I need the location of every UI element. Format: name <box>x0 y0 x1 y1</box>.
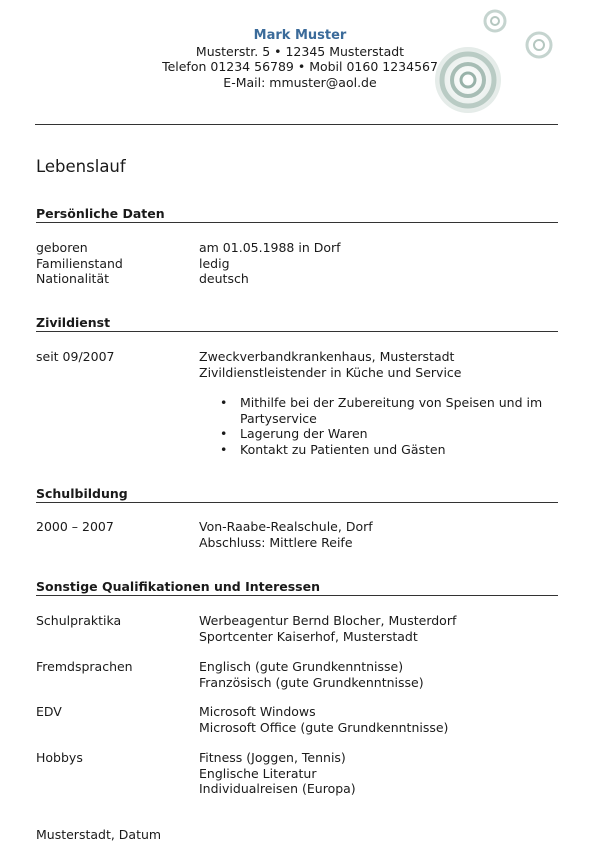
entry-line: Englische Literatur <box>199 765 317 781</box>
entry-line: Individualreisen (Europa) <box>199 781 356 796</box>
section-personal <box>36 206 558 223</box>
page-title: Lebenslauf <box>36 157 126 176</box>
entry-employer: Zweckverbandkrankenhaus, Musterstadt <box>199 349 455 364</box>
entry-details <box>199 613 559 644</box>
row-label: Nationalität <box>36 271 110 286</box>
section-heading: Persönliche Daten <box>36 206 558 223</box>
letterhead <box>0 28 600 90</box>
entry-details <box>199 519 559 550</box>
entry-line: Englisch (gute Grundkenntnisse) <box>199 659 404 674</box>
row-value: am 01.05.1988 in Dorf <box>199 240 341 255</box>
section-other <box>36 579 558 596</box>
entry-label: Fremdsprachen <box>36 659 133 674</box>
entry-line: Französisch (gute Grundkenntnisse) <box>199 674 424 690</box>
section-heading: Schulbildung <box>36 486 558 503</box>
phone-line: Telefon 01234 56789 • Mobil 0160 1234567 <box>162 59 438 74</box>
header-divider <box>35 124 558 125</box>
applicant-name: Mark Muster <box>253 28 347 43</box>
row-label: Familienstand <box>36 255 123 271</box>
entry-line: Microsoft Windows <box>199 704 316 719</box>
section-heading: Sonstige Qualifikationen und Interessen <box>36 579 558 596</box>
task-list <box>216 395 558 457</box>
entry-period: seit 09/2007 <box>36 349 115 364</box>
entry-line: Microsoft Office (gute Grundkenntnisse) <box>199 719 449 735</box>
entry-details <box>199 659 559 690</box>
entry-line: Fitness (Joggen, Tennis) <box>199 750 346 765</box>
address-line: Musterstr. 5 • 12345 Musterstadt <box>195 43 405 59</box>
entry-line: Sportcenter Kaiserhof, Musterstadt <box>199 628 418 644</box>
entry-details <box>199 750 559 797</box>
section-school <box>36 486 558 503</box>
section-civil-service <box>36 315 558 332</box>
entry-period: 2000 – 2007 <box>36 519 114 534</box>
row-value: deutsch <box>199 271 249 286</box>
entry-label: EDV <box>36 704 62 719</box>
school-degree: Abschluss: Mittlere Reife <box>199 534 353 550</box>
entry-line: Werbeagentur Bernd Blocher, Musterdorf <box>199 613 457 628</box>
section-heading: Zivildienst <box>36 315 558 332</box>
list-item: • Lagerung der Waren <box>216 426 558 442</box>
entry-details <box>199 349 559 380</box>
entry-label: Hobbys <box>36 750 83 765</box>
place-date-line: Musterstadt, Datum <box>36 827 162 842</box>
entry-role: Zivildienstleistender in Küche und Service <box>199 364 462 380</box>
email-line: E-Mail: mmuster@aol.de <box>223 74 377 90</box>
school-name: Von-Raabe-Realschule, Dorf <box>199 519 373 534</box>
entry-details <box>199 704 559 735</box>
list-item: • Kontakt zu Patienten und Gästen <box>216 442 558 458</box>
entry-label: Schulpraktika <box>36 613 122 628</box>
row-value: ledig <box>199 255 230 271</box>
row-label: geboren <box>36 240 88 255</box>
list-item: • Mithilfe bei der Zubereitung von Speisen und im Partyservice <box>216 395 558 426</box>
